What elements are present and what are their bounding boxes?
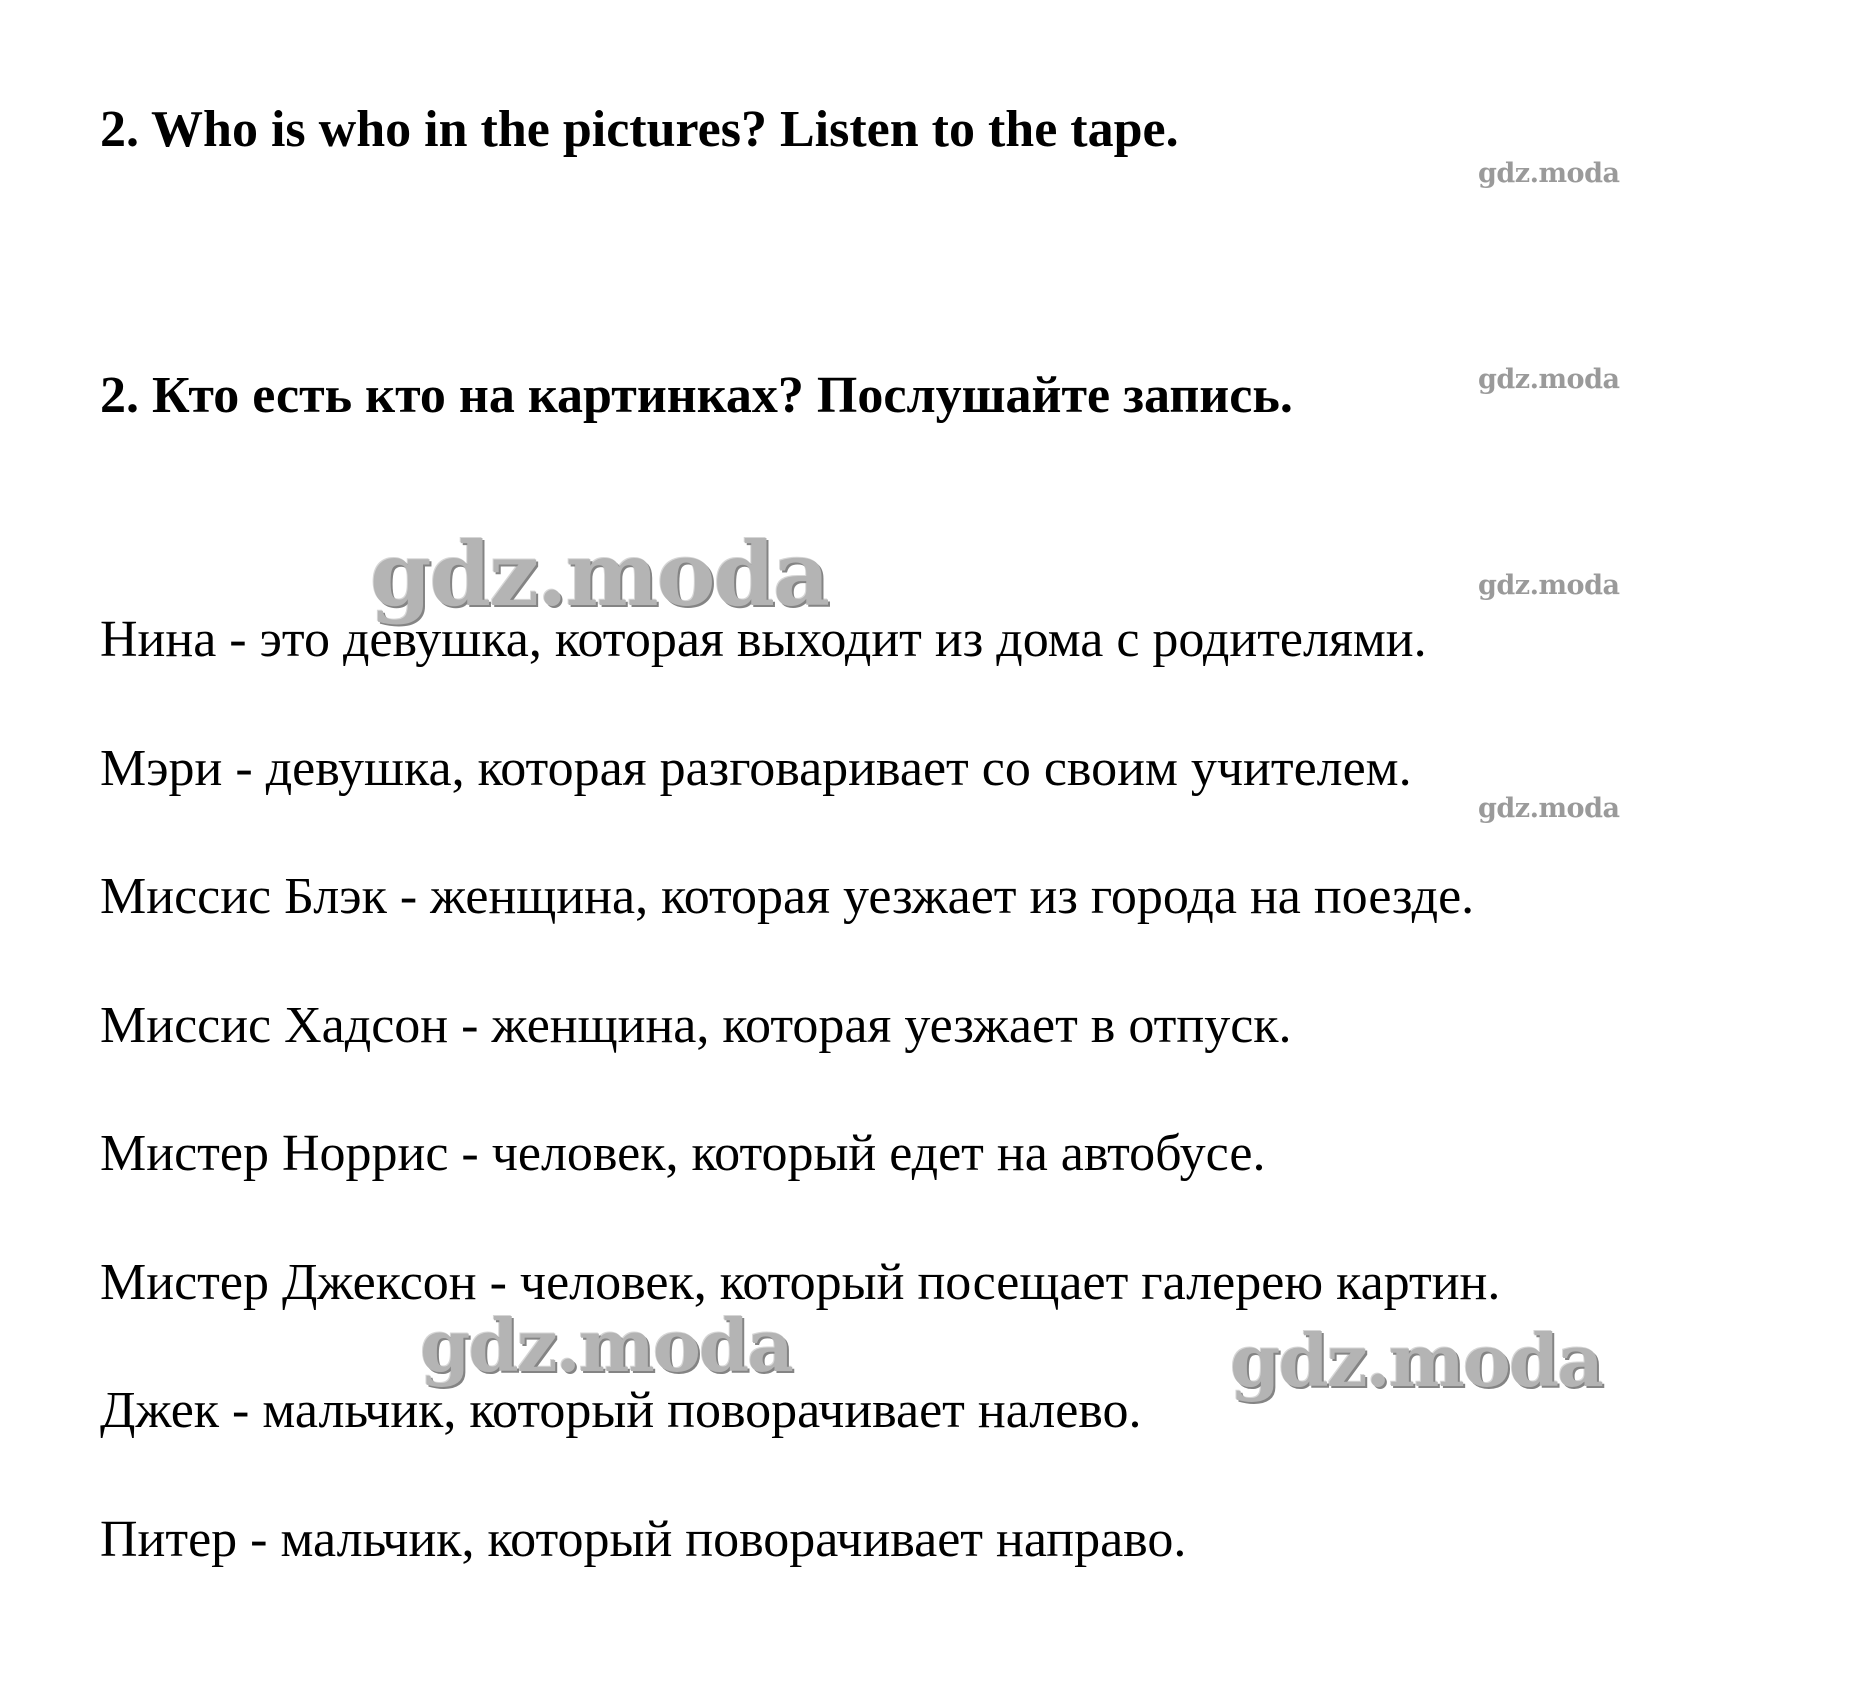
exercise-heading-russian: 2. Кто есть кто на картинках? Послушайте запись. <box>100 367 1293 424</box>
answer-line: Мэри - девушка, которая разговаривает со своим учителем. <box>100 739 1412 797</box>
answer-line: Джек - мальчик, который поворачивает налево. <box>100 1382 1142 1439</box>
answer-line: Миссис Блэк - женщина, которая уезжает из города на поезде. <box>100 868 1475 925</box>
watermark: gdz.moda <box>1478 364 1620 395</box>
watermark-large: gdz.moda <box>370 522 829 626</box>
answer-line: Нина - это девушка, которая выходит из дома с родителями. <box>100 611 1427 668</box>
watermark: gdz.moda <box>1478 158 1620 189</box>
answer-line: Миссис Хадсон - женщина, которая уезжает в отпуск. <box>100 996 1292 1054</box>
answer-list <box>100 611 1501 1642</box>
watermark-large: gdz.moda <box>420 1303 792 1388</box>
answer-line: Питер - мальчик, который поворачивает направо. <box>100 1510 1187 1568</box>
watermark: gdz.moda <box>1478 570 1620 601</box>
watermark: gdz.moda <box>1478 793 1620 824</box>
answer-line: Мистер Норрис - человек, который едет на автобусе. <box>100 1125 1266 1182</box>
watermark-large: gdz.moda <box>1230 1318 1602 1403</box>
exercise-heading-english: 2. Who is who in the pictures? Listen to the tape. <box>100 101 1179 158</box>
answer-line: Мистер Джексон - человек, который посещает галерею картин. <box>100 1253 1501 1311</box>
